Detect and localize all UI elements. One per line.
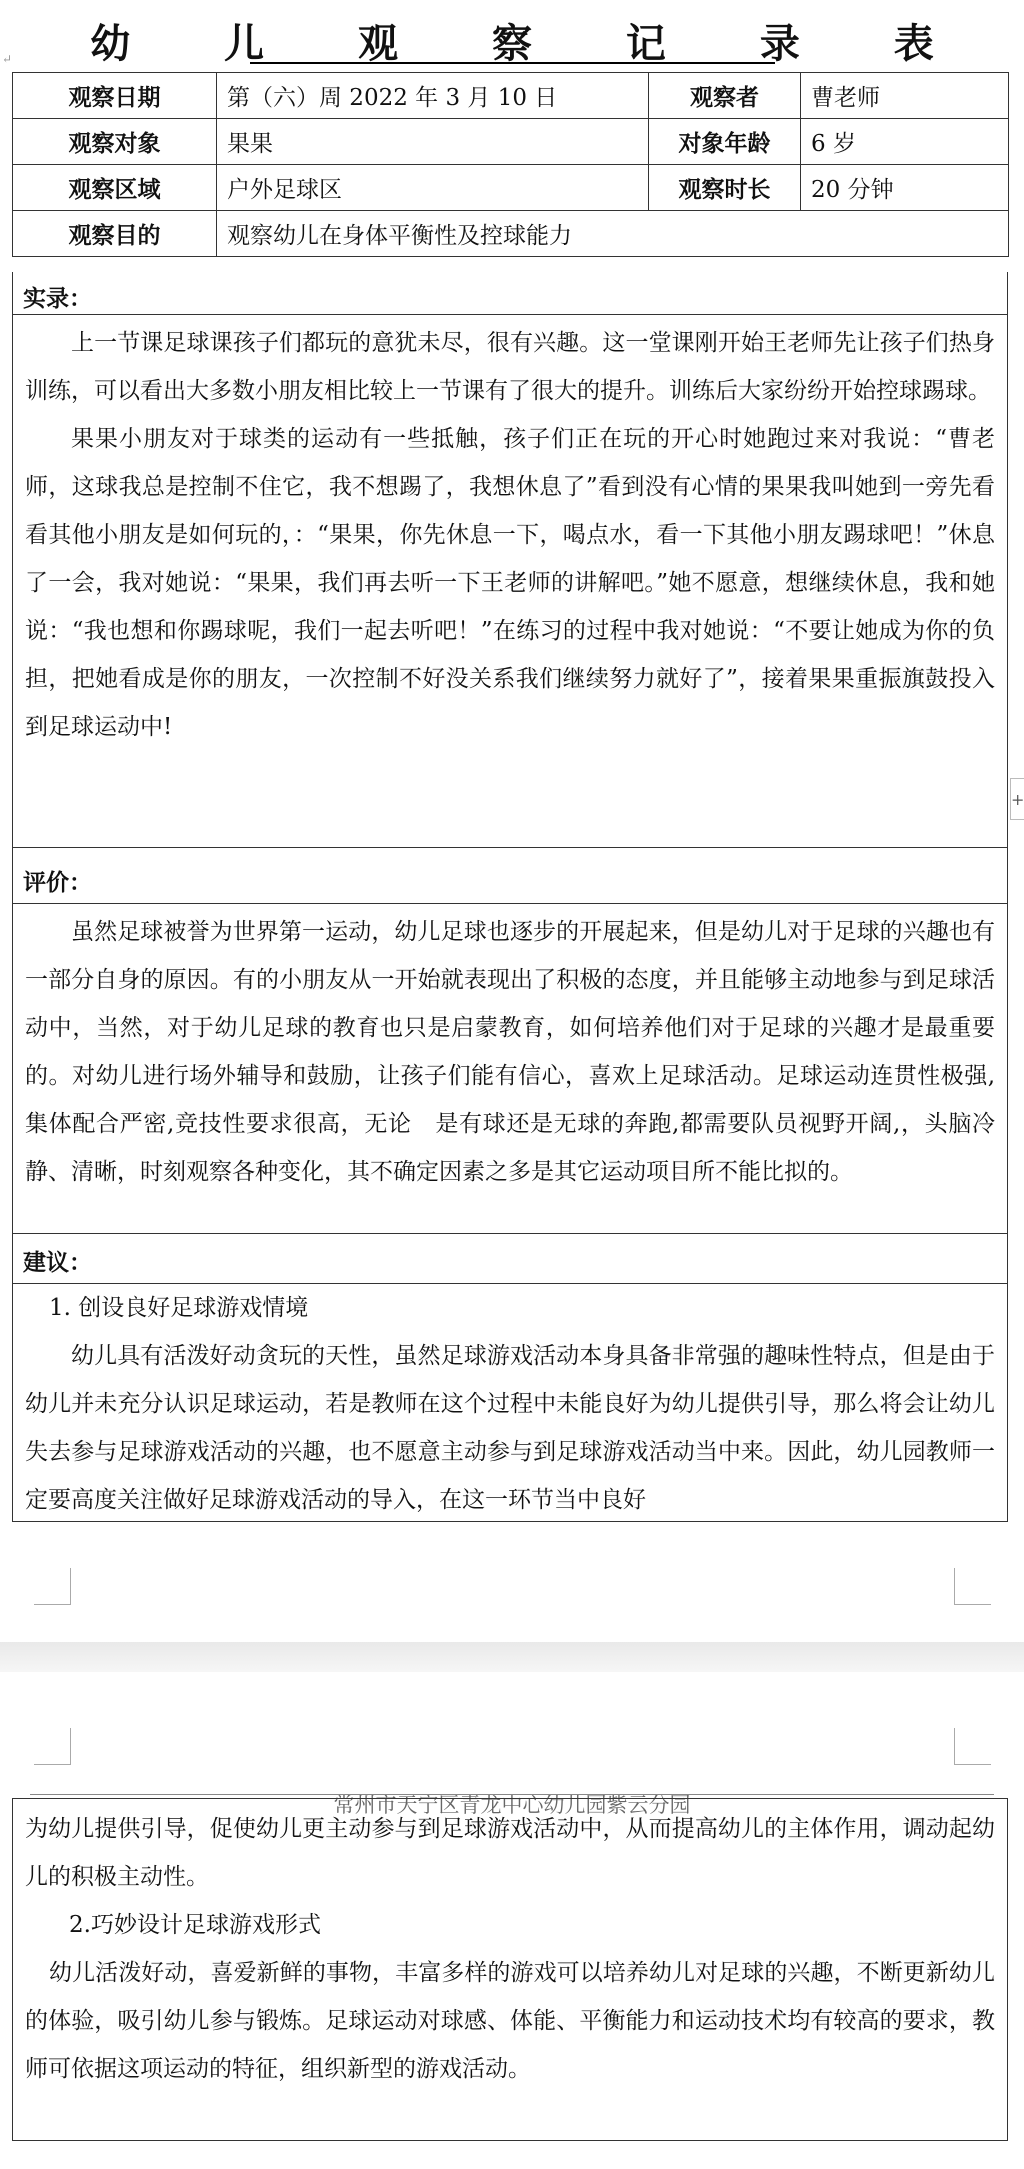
page-break [0,1522,1024,1780]
date-label: 观察日期 [13,73,217,119]
evaluation-paragraph: 虽然足球被誉为世界第一运动，幼儿足球也逐步的开展起来，但是幼儿对于足球的兴趣也有一部分自身的原因。有的小朋友从一开始就表现出了积极的态度，并且能够主动地参与到足球活动中，当然，对于幼儿足球的教育也只是启蒙教育，如何培养他们对于足球的兴趣才是最重要的。对幼儿进行场外辅导和鼓励，让孩子们能有信心，喜欢上足球活动。足球运动连贯性极强,集体配合严密,竞技性要求很高，无论 是有球还是无球的奔跑,都需要队员视野开阔,，头脑冷静、清晰，时刻观察各种变化，其不确定因素之多是其它运动项目所不能比拟的。 [25,919,995,1185]
table-row [13,211,1009,257]
evaluation-section [12,904,1008,1234]
purpose-label: 观察目的 [13,211,217,257]
subject-value: 果果 [217,119,649,165]
info-table [12,72,1009,257]
page-corner-mark [954,1728,991,1765]
table-row [13,119,1009,165]
record-heading-row [12,272,1008,315]
page-header-rule [30,1794,994,1795]
table-row [13,165,1009,211]
observer-value: 曹老师 [801,73,1009,119]
purpose-value: 观察幼儿在身体平衡性及控球能力 [217,211,1009,257]
suggestion-item2-title: 2.巧妙设计足球游戏形式 [69,1912,321,1938]
area-label: 观察区域 [13,165,217,211]
table-row [13,73,1009,119]
suggestion-heading-row [12,1234,1008,1284]
page-header: 常州市天宁区青龙中心幼儿园紫云分园 [333,1793,691,1817]
record-heading: 实录： [23,285,92,312]
record-paragraph: 果果小朋友对于球类的运动有一些抵触，孩子们正在玩的开心时她跑过来对我说：“曹老师，这球我总是控制不住它，我不想踢了，我想休息了”看到没有心情的果果我叫她到一旁先看看其他小朋友是如何玩的，：“果果，你先休息一下，喝点水，看一下其他小朋友踢球吧！”休息了一会，我对她说：“果果，我们再去听一下王老师的讲解吧。”她不愿意，想继续休息，我和她说：“我也想和你踢球呢，我们一起去听吧！”在练习的过程中我对她说：“不要让她成为你的负担，把她看成是你的朋友，一次控制不好没关系我们继续努力就好了”，接着果果重振旗鼓投入到足球运动中! [25,426,995,740]
suggestion-heading: 建议： [23,1249,92,1276]
page-corner-mark [34,1568,71,1605]
duration-label: 观察时长 [649,165,801,211]
paragraph-mark: ↵ [2,52,13,66]
age-value: 6 岁 [801,119,1009,165]
suggestion-paragraph: 幼儿活泼好动，喜爱新鲜的事物，丰富多样的游戏可以培养幼儿对足球的兴趣，不断更新幼儿的体验，吸引幼儿参与锻炼。足球运动对球感、体能、平衡能力和运动技术均有较高的要求，教师可依据这项运动的特征，组织新型的游戏活动。 [25,1960,995,2082]
evaluation-heading: 评价： [23,869,92,896]
suggestion-paragraph: 幼儿具有活泼好动贪玩的天性，虽然足球游戏活动本身具备非常强的趣味性特点，但是由于幼儿并未充分认识足球运动，若是教师在这个过程中未能良好为幼儿提供引导，那么将会让幼儿失去参与足球游戏活动的兴趣，也不愿意主动参与到足球游戏活动当中来。因此，幼儿园教师一定要高度关注做好足球游戏活动的导入，在这一环节当中良好 [25,1343,995,1513]
title-underline [250,62,775,64]
suggestion-paragraph: 为幼儿提供引导，促使幼儿更主动参与到足球游戏活动中，从而提高幼儿的主体作用，调动起幼儿的积极主动性。 [25,1816,995,1890]
suggestion-continued-section [12,1798,1008,2141]
duration-value: 20 分钟 [801,165,1009,211]
suggestion-section [12,1284,1008,1522]
record-paragraph: 上一节课足球课孩子们都玩的意犹未尽，很有兴趣。这一堂课刚开始王老师先让孩子们热身训练，可以看出大多数小朋友相比较上一节课有了很大的提升。训练后大家纷纷开始控球踢球。 [25,330,995,404]
record-section [12,315,1008,848]
observer-label: 观察者 [649,73,801,119]
page-corner-mark [954,1568,991,1605]
evaluation-heading-row [12,848,1008,904]
date-value: 第（六）周 2022 年 3 月 10 日 [217,73,649,119]
page-separator [0,1642,1024,1672]
page-title: 幼 儿 观 察 记 录 表 [90,20,974,67]
area-value: 户外足球区 [217,165,649,211]
suggestion-item1-title: 1. 创设良好足球游戏情境 [49,1295,309,1321]
page-corner-mark [34,1728,71,1765]
expand-tab[interactable]: + [1010,778,1024,820]
age-label: 对象年龄 [649,119,801,165]
subject-label: 观察对象 [13,119,217,165]
